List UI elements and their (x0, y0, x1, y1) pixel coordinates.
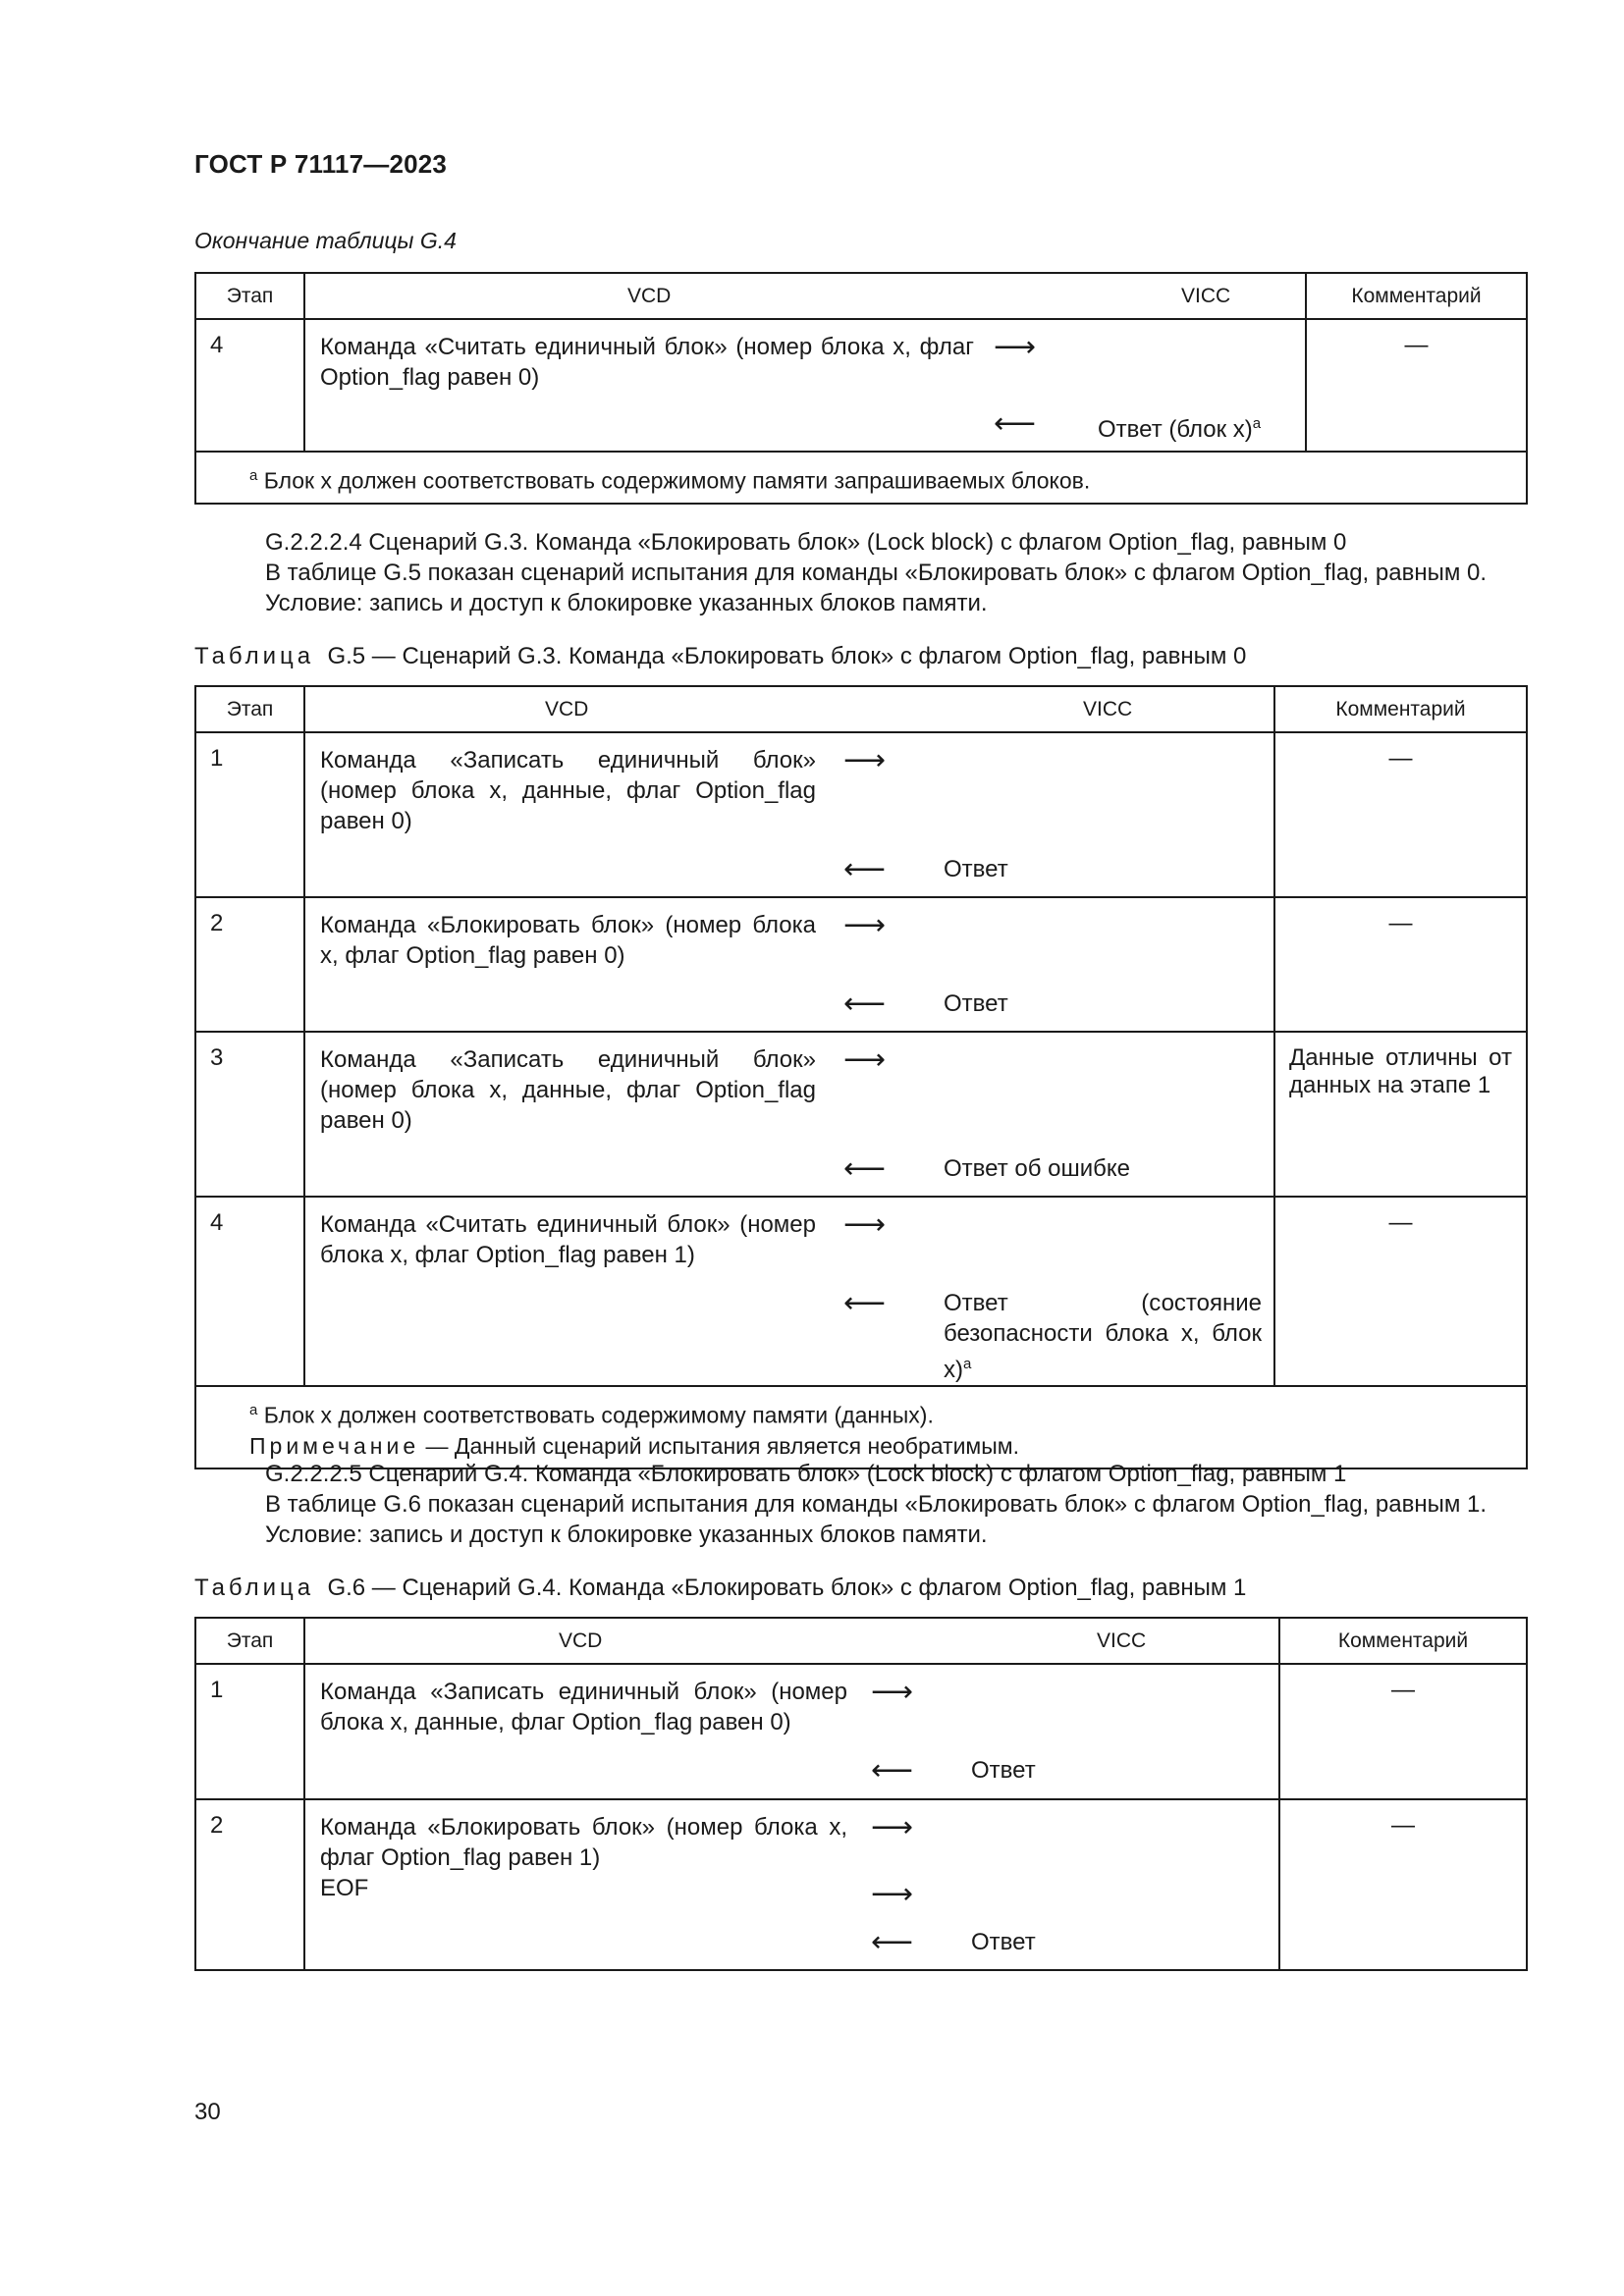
vcd-command: Команда «Блокировать блок» (номер блока x, флаг Option_flag равен 0) (320, 912, 816, 969)
footnote-ref: a (1252, 415, 1262, 432)
vcd-command: Команда «Записать единичный блок» (номер блока x, данные, флаг Option_flag равен 0) (320, 1046, 816, 1134)
header-vcd: VCD (559, 1629, 603, 1652)
stage-cell: 2 (195, 1799, 304, 1970)
table-row (195, 1032, 1527, 1197)
header-vcd-vicc (304, 1618, 1279, 1664)
footnote: $^a$ Блок x должен соответствовать содержимому памяти запрашиваемых блоков. (195, 452, 1527, 504)
header-stage: Этап (195, 273, 304, 319)
table-g5 (194, 685, 1528, 1469)
vcd-eof: EOF (320, 1875, 369, 1901)
table-g5-caption: Таблица G.5 — Сценарий G.3. Команда «Блокировать блок» с флагом Option_flag, равным 0 (194, 643, 1247, 669)
vcd-command: Команда «Считать единичный блок» (номер блока x, флаг Option_flag равен 0) (320, 334, 974, 391)
header-vcd-vicc (304, 686, 1274, 732)
vcd-command: Команда «Записать единичный блок» (номер блока x, данные, флаг Option_flag равен 0) (320, 747, 816, 834)
table-row (195, 319, 1527, 452)
left-arrow-icon: ⟵ (871, 1754, 914, 1787)
table-note: Примечание — Данный сценарий испытания является необратимым. (249, 1432, 1019, 1459)
section-condition: Условие: запись и доступ к блокировке указанных блоков памяти. (265, 1522, 988, 1548)
left-arrow-icon: ⟵ (871, 1926, 914, 1958)
table-row (195, 732, 1527, 897)
left-arrow-icon: ⟵ (994, 407, 1037, 440)
header-comment: Комментарий (1274, 686, 1527, 732)
vicc-response: Ответ (состояние безопасности блока x, блок x)$^a$ (944, 1290, 1262, 1383)
comment-cell: Данные отличны от данных на этапе 1 (1274, 1032, 1527, 1197)
section-text: В таблице G.5 показан сценарий испытания для команды «Блокировать блок» с флагом Option_flag, равным 0. (265, 560, 1488, 586)
vicc-response: Ответ (944, 990, 1008, 1017)
section-condition: Условие: запись и доступ к блокировке указанных блоков памяти. (265, 590, 988, 616)
right-arrow-icon: ⟶ (994, 331, 1037, 363)
exchange-cell (304, 1799, 1279, 1970)
vicc-response: Ответ (блок x)$^a$ (1098, 415, 1262, 443)
comment-cell: — (1274, 732, 1527, 897)
section-heading: G.2.2.2.5 Сценарий G.4. Команда «Блокировать блок» (Lock block) с флагом Option_flag, равным 1 (265, 1461, 1347, 1487)
right-arrow-icon: ⟶ (843, 1208, 887, 1241)
right-arrow-icon: ⟶ (843, 909, 887, 941)
vcd-command: Команда «Считать единичный блок» (номер блока x, флаг Option_flag равен 1) (320, 1211, 816, 1268)
header-vcd-vicc (304, 273, 1306, 319)
left-arrow-icon: ⟵ (843, 1152, 887, 1185)
right-arrow-icon: ⟶ (871, 1878, 914, 1910)
table-g4 (194, 272, 1528, 505)
header-stage: Этап (195, 1618, 304, 1664)
exchange-cell (304, 732, 1274, 897)
header-vicc: VICC (1083, 697, 1133, 721)
document-header: ГОСТ Р 71117—2023 (194, 149, 448, 179)
stage-cell: 4 (195, 1197, 304, 1386)
exchange-cell (304, 1197, 1274, 1386)
stage-cell: 4 (195, 319, 304, 452)
comment-cell: — (1306, 319, 1527, 452)
stage-cell: 1 (195, 732, 304, 897)
table-row (195, 1799, 1527, 1970)
left-arrow-icon: ⟵ (843, 988, 887, 1020)
comment-cell: — (1279, 1664, 1527, 1799)
table-header-row (195, 273, 1527, 319)
left-arrow-icon: ⟵ (843, 853, 887, 885)
left-arrow-icon: ⟵ (843, 1287, 887, 1319)
stage-cell: 1 (195, 1664, 304, 1799)
vicc-response: Ответ (944, 856, 1008, 882)
header-vicc: VICC (1097, 1629, 1147, 1652)
page-number: 30 (194, 2099, 221, 2125)
header-comment: Комментарий (1306, 273, 1527, 319)
header-stage: Этап (195, 686, 304, 732)
exchange-cell (304, 1664, 1279, 1799)
table-row (195, 897, 1527, 1032)
table-g6 (194, 1617, 1528, 1971)
footnote-row (195, 452, 1527, 504)
section-heading: G.2.2.2.4 Сценарий G.3. Команда «Блокировать блок» (Lock block) с флагом Option_flag, равным 0 (265, 529, 1347, 556)
header-comment: Комментарий (1279, 1618, 1527, 1664)
exchange-cell (304, 319, 1306, 452)
header-vcd: VCD (545, 697, 589, 721)
exchange-cell (304, 1032, 1274, 1197)
vicc-response: Ответ (971, 1757, 1036, 1784)
table-row (195, 1197, 1527, 1386)
right-arrow-icon: ⟶ (843, 1043, 887, 1076)
table-header-row (195, 1618, 1527, 1664)
header-vicc: VICC (1181, 284, 1231, 307)
comment-cell: — (1274, 897, 1527, 1032)
stage-cell: 3 (195, 1032, 304, 1197)
section-g2225 (265, 1459, 1542, 1550)
comment-cell: — (1274, 1197, 1527, 1386)
table-row (195, 1664, 1527, 1799)
footnote-ref: a (963, 1356, 972, 1372)
right-arrow-icon: ⟶ (843, 744, 887, 776)
header-vcd: VCD (627, 284, 672, 307)
comment-cell: — (1279, 1799, 1527, 1970)
section-text: В таблице G.6 показан сценарий испытания для команды «Блокировать блок» с флагом Option_flag, равным 1. (265, 1491, 1488, 1518)
exchange-cell (304, 897, 1274, 1032)
section-g2224 (265, 527, 1542, 618)
footnote-row (195, 1386, 1527, 1468)
right-arrow-icon: ⟶ (871, 1676, 914, 1708)
vcd-command: Команда «Записать единичный блок» (номер блока x, данные, флаг Option_flag равен 0) (320, 1679, 847, 1735)
vcd-command: Команда «Блокировать блок» (номер блока x, флаг Option_flag равен 1) (320, 1814, 847, 1871)
footnote: $^a$ Блок x должен соответствовать содержимому памяти (данных). Примечание — Данный сценарий испытания является необратимым. (195, 1386, 1527, 1468)
vicc-response: Ответ об ошибке (944, 1155, 1130, 1182)
table-g6-caption: Таблица G.6 — Сценарий G.4. Команда «Блокировать блок» с флагом Option_flag, равным 1 (194, 1575, 1247, 1601)
right-arrow-icon: ⟶ (871, 1811, 914, 1843)
table-header-row (195, 686, 1527, 732)
stage-cell: 2 (195, 897, 304, 1032)
table-g4-continuation-caption: Окончание таблицы G.4 (194, 228, 457, 253)
vicc-response: Ответ (971, 1929, 1036, 1955)
